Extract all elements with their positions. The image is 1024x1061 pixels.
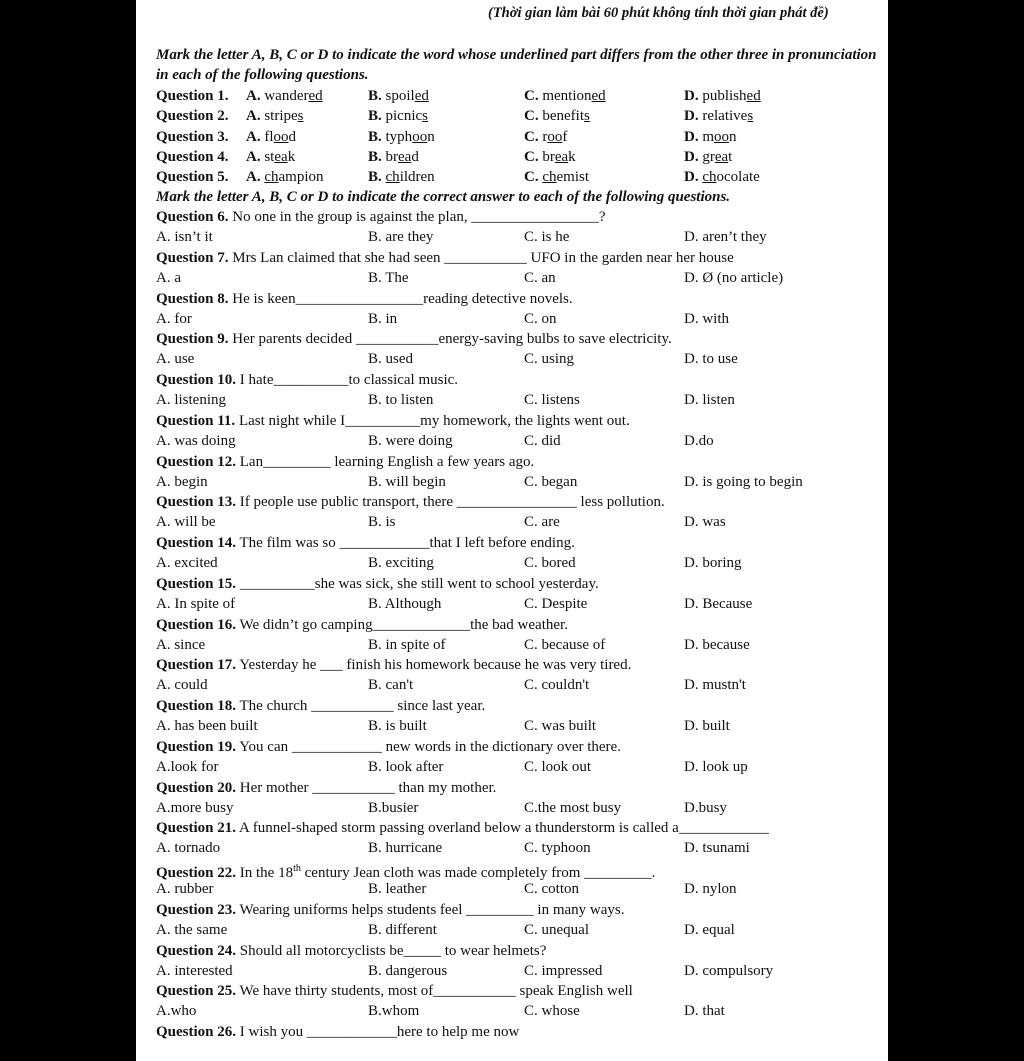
answer-option: B. typhoon [368,128,435,145]
answer-option: B. spoiled [368,88,429,104]
answer-option: D.busy [684,799,727,816]
options-row [156,431,880,451]
question-stem [156,737,880,757]
question-text: Question 26. I wish you ____________here to help me now [156,1024,520,1041]
question-stem [156,533,880,553]
section1-instruction: Mark the letter A, B, C or D to indicate the word whose underlined part differs from the other three in pronunciation in each of the following questions. [156,47,877,83]
answer-option: A. isn’t it [156,229,213,245]
answer-option: A. has been built [156,718,258,735]
answer-option: D. equal [684,921,735,938]
answer-option: A. begin [156,473,208,490]
answer-option: C. using [524,351,575,368]
answer-option: D. Ø (no article) [684,269,784,286]
question-text: Question 11. Last night while I__________my homework, the lights went out. [156,412,630,429]
answer-option: D. aren’t they [684,229,767,245]
question-text: Question 17. Yesterday he ___ finish his homework because he was very tired. [156,657,632,674]
question-stem [156,207,880,227]
question-stem [156,655,880,675]
answer-option: A.who [156,1003,197,1020]
answer-option: A. use [156,351,195,368]
question-text: Question 7. Mrs Lan claimed that she had seen ___________ UFO in the garden near her house [156,249,734,266]
question-row [156,147,880,167]
answer-option: B. exciting [368,555,434,572]
question-text: Question 24. Should all motorcyclists be_____ to wear helmets? [156,942,547,959]
answer-option: D. built [684,718,730,735]
answer-option: A.more busy [156,799,234,816]
answer-option: A.look for [156,758,219,775]
question-text: Question 19. You can ____________ new words in the dictionary over there. [156,738,621,755]
options-row [156,716,880,736]
answer-option: C. an [524,269,556,286]
answer-option: C. Despite [524,595,588,612]
question-text: Question 14. The film was so ____________that I left before ending. [156,535,575,552]
question-stem [156,859,880,882]
answer-option: A. In spite of [156,595,236,612]
options-row [156,961,880,981]
answer-option: B. can't [368,677,414,694]
answer-option: C. mentioned [524,88,606,104]
question-stem [156,1022,880,1042]
answer-option: D. mustn't [684,677,746,694]
answer-option: C. are [524,514,560,531]
answer-option: C. on [524,310,557,327]
answer-option: A. listening [156,392,226,409]
question-stem [156,818,880,838]
answer-option: B. in spite of [368,636,446,653]
answer-option: B. used [368,351,413,368]
question-text: Question 13. If people use public transport, there ________________ less pollution. [156,494,665,511]
question-stem [156,778,880,798]
question-text: Question 10. I hate__________to classical music. [156,372,459,389]
answer-option: A. wandered [246,88,323,104]
answer-option: A. stripes [246,108,304,125]
answer-option: D. tsunami [684,840,750,857]
answer-option: A. steak [246,148,296,165]
answer-option: A. was doing [156,432,236,449]
question-row [156,127,880,147]
answer-option: A. excited [156,555,218,572]
question-text: Question 22. In the 18th century Jean cloth was made completely from _________. [156,863,656,882]
options-row [156,349,880,369]
question-row [156,106,880,126]
question-stem [156,900,880,920]
answer-option: A. flood [246,128,297,145]
question-label: Question 3. [156,128,229,145]
answer-option: C. couldn't [524,677,590,694]
answer-option: B. hurricane [368,840,443,857]
answer-option: C. unequal [524,921,589,938]
answer-option: D. nylon [684,881,737,898]
question-text: Question 18. The church ___________ since last year. [156,698,486,715]
question-stem [156,370,880,390]
answer-option: A. interested [156,962,233,979]
answer-option: C. typhoon [524,840,591,857]
answer-option: D. Because [684,595,753,612]
question-text: Question 9. Her parents decided ___________energy-saving bulbs to save electricity. [156,331,672,348]
answer-option: B.whom [368,1003,420,1020]
answer-option: B.busier [368,799,419,816]
answer-option: B. were doing [368,432,453,449]
options-row [156,757,880,777]
answer-option: C. impressed [524,962,603,979]
answer-option: D. moon [684,128,737,145]
answer-option: C. roof [524,128,568,145]
answer-option: B. are they [368,229,434,245]
answer-option: A. tornado [156,840,221,857]
question-label: Question 4. [156,148,229,165]
options-row [156,553,880,573]
question-text: Question 16. We didn’t go camping_____________the bad weather. [156,616,568,633]
time-note: (Thời gian làm bài 60 phút không tính thời gian phát đề) [488,5,829,21]
options-row [156,594,880,614]
question-stem [156,411,880,431]
answer-option: D. chocolate [684,169,760,186]
answer-option: D. relatives [684,108,754,125]
question-text: Question 20. Her mother ___________ than my mother. [156,779,497,796]
answer-option: C. listens [524,392,580,409]
answer-option: D. look up [684,758,748,775]
options-row [156,920,880,940]
options-row [156,472,880,492]
answer-option: B. dangerous [368,962,448,979]
section2-instruction: Mark the letter A, B, C or D to indicate the correct answer to each of the following questions. [156,189,731,205]
answer-option: C.the most busy [524,799,622,816]
question-stem [156,289,880,309]
answer-option: C. look out [524,758,592,775]
options-row [156,512,880,532]
question-text: Question 23. Wearing uniforms helps students feel _________ in many ways. [156,901,625,918]
question-text: Question 12. Lan_________ learning English a few years ago. [156,453,535,470]
question-text: Question 6. No one in the group is against the plan, _________________? [156,209,606,225]
answer-option: A. for [156,310,192,327]
options-row [156,309,880,329]
answer-option: A. since [156,636,206,653]
options-row [156,879,880,899]
question-stem [156,941,880,961]
options-row [156,635,880,655]
question-text: Question 21. A funnel-shaped storm passing overland below a thunderstorm is called a____________ [156,820,769,837]
question-label: Question 2. [156,108,229,125]
answer-option: D. because [684,636,750,653]
question-stem [156,696,880,716]
answer-option: D. boring [684,555,742,572]
answer-option: D. listen [684,392,735,409]
question-text: Question 15. __________she was sick, she still went to school yesterday. [156,575,599,592]
worksheet-page [136,0,888,1061]
answer-option: D. great [684,148,733,165]
options-row [156,390,880,410]
answer-option: A. could [156,677,208,694]
answer-option: B. to listen [368,392,434,409]
answer-option: C. benefits [524,108,590,125]
answer-option: C. did [524,432,561,449]
answer-option: A. a [156,269,181,286]
answer-option: C. cotton [524,881,579,898]
answer-option: D. is going to begin [684,473,803,490]
options-row [156,227,880,247]
answer-option: D. to use [684,351,738,368]
answer-option: C. began [524,473,578,490]
answer-option: C. because of [524,636,606,653]
answer-option: B. look after [368,758,444,775]
answer-option: C. was built [524,718,597,735]
question-stem [156,981,880,1001]
question-row [156,86,880,106]
answer-option: C. bored [524,555,576,572]
answer-option: B. will begin [368,473,446,490]
answer-option: A. the same [156,921,228,938]
options-row [156,268,880,288]
options-row [156,838,880,858]
answer-option: A. champion [246,169,324,186]
answer-option: B. children [368,169,435,186]
answer-option: D. with [684,310,729,327]
question-stem [156,492,880,512]
answer-option: B. The [368,269,409,286]
answer-option: D. published [684,88,761,104]
question-text: Question 8. He is keen_________________reading detective novels. [156,290,573,307]
options-row [156,798,880,818]
question-row [156,167,880,187]
answer-option: D. was [684,514,726,531]
answer-option: C. whose [524,1003,580,1020]
answer-option: B. is built [368,718,427,735]
answer-option: D.do [684,432,714,449]
answer-option: B. different [368,921,437,938]
question-text: Question 25. We have thirty students, most of___________ speak English well [156,983,633,1000]
answer-option: C. chemist [524,169,590,186]
answer-option: B. bread [368,148,419,165]
answer-option: B. is [368,514,396,531]
options-row [156,1001,880,1021]
answer-option: A. will be [156,514,216,531]
answer-option: D. that [684,1003,725,1020]
answer-option: C. is he [524,229,570,245]
question-label: Question 5. [156,169,229,186]
question-stem [156,248,880,268]
answer-option: B. Although [368,595,442,612]
answer-option: B. picnics [368,108,429,125]
answer-option: B. leather [368,881,427,898]
answer-option: B. in [368,310,398,327]
options-row [156,675,880,695]
question-stem [156,574,880,594]
answer-option: A. rubber [156,881,214,898]
question-label: Question 1. [156,88,229,104]
answer-option: C. break [524,148,576,165]
answer-option: D. compulsory [684,962,774,979]
question-stem [156,452,880,472]
question-stem [156,329,880,349]
question-stem [156,615,880,635]
